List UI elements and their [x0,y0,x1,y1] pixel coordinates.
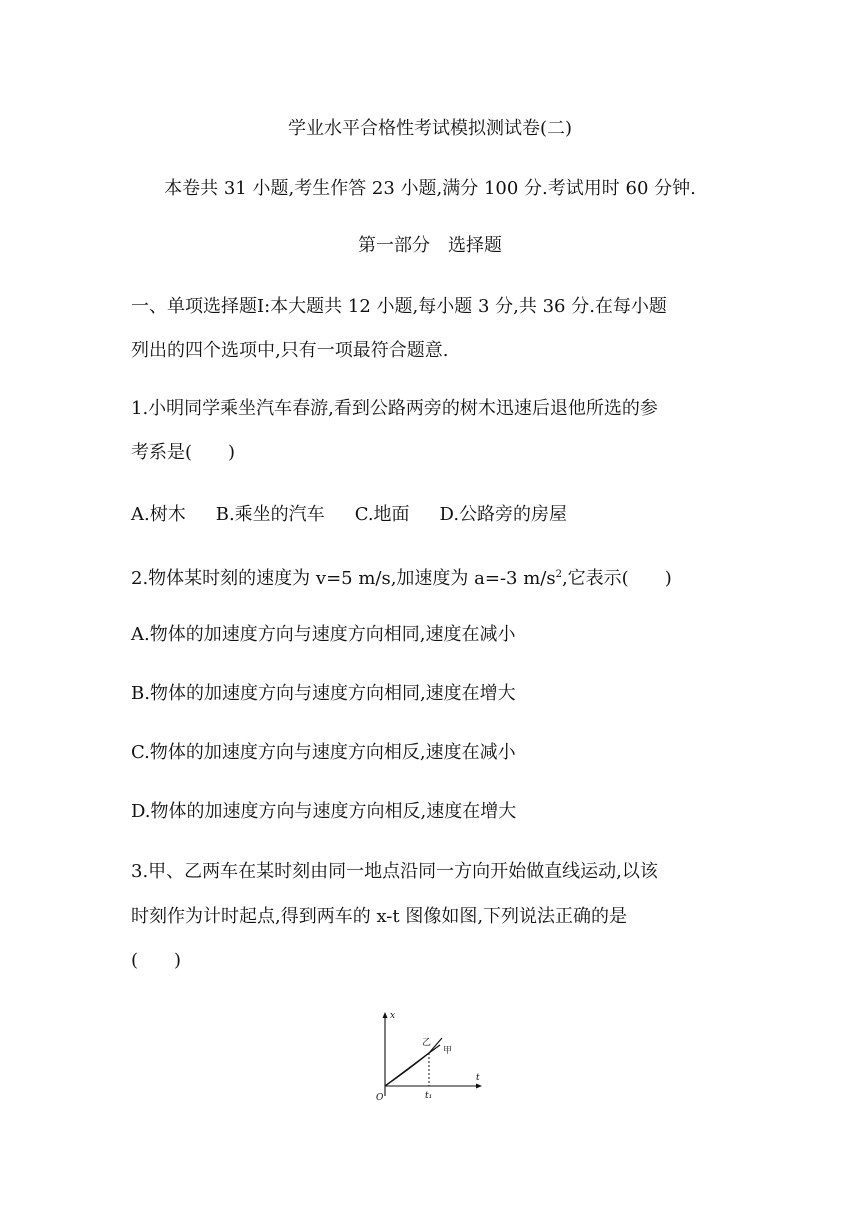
x-axis-label: t [476,1073,480,1083]
question-2-stem-superscript: 2 [555,569,562,580]
question-1-stem-line-1: 1.小明同学乘坐汽车春游,看到公路两旁的树木迅速后退他所选的参 [131,398,658,419]
x-t-graph [372,1008,488,1104]
page-title: 学业水平合格性考试模拟测试卷(二) [287,118,573,139]
question-2-option-d[interactable]: D.物体的加速度方向与速度方向相反,速度在增大 [131,801,517,822]
origin-label: O [376,1093,384,1103]
x-axis-arrow [476,1084,482,1089]
question-1-stem-line-2: 考系是( ) [131,442,236,463]
curve-yi [385,1038,442,1086]
question-1-option-a[interactable]: A.树木 [131,504,186,525]
question-2-option-c[interactable]: C.物体的加速度方向与速度方向相反,速度在减小 [131,742,516,763]
section-heading-line-1: 一、单项选择题Ⅰ:本大题共 12 小题,每小题 3 分,共 36 分.在每小题 [131,296,667,317]
question-2-option-b[interactable]: B.物体的加速度方向与速度方向相同,速度在增大 [131,683,516,704]
question-1-option-d[interactable]: D.公路旁的房屋 [439,504,568,525]
y-axis-label: x [390,1011,396,1021]
question-3-stem-line-1: 3.甲、乙两车在某时刻由同一地点沿同一方向开始做直线运动,以该 [131,861,658,882]
y-axis-arrow [383,1012,388,1018]
question-3-stem-line-2: 时刻作为计时起点,得到两车的 x-t 图像如图,下列说法正确的是 [131,906,628,927]
question-3-stem-line-3: ( ) [131,950,182,971]
question-2-stem-tail: ,它表示( ) [561,568,672,589]
section-heading-line-2: 列出的四个选项中,只有一项最符合题意. [131,340,449,361]
question-1-options [131,503,567,527]
question-1-option-b[interactable]: B.乘坐的汽车 [215,504,325,525]
t1-tick-label: t₁ [425,1091,433,1101]
exam-intro: 本卷共 31 小题,考生作答 23 小题,满分 100 分.考试用时 60 分钟. [164,178,696,199]
curve-label-yi: 乙 [422,1038,432,1048]
curve-label-jia: 甲 [443,1046,453,1056]
curve-jia [385,1045,440,1086]
part-title: 第一部分 选择题 [358,235,502,256]
question-1-option-c[interactable]: C.地面 [354,504,410,525]
question-2-stem [131,563,672,591]
question-2-option-a[interactable]: A.物体的加速度方向与速度方向相同,速度在减小 [131,624,516,645]
question-2-stem-main: 2.物体某时刻的速度为 v=5 m/s,加速度为 a=-3 m/s [131,568,556,589]
